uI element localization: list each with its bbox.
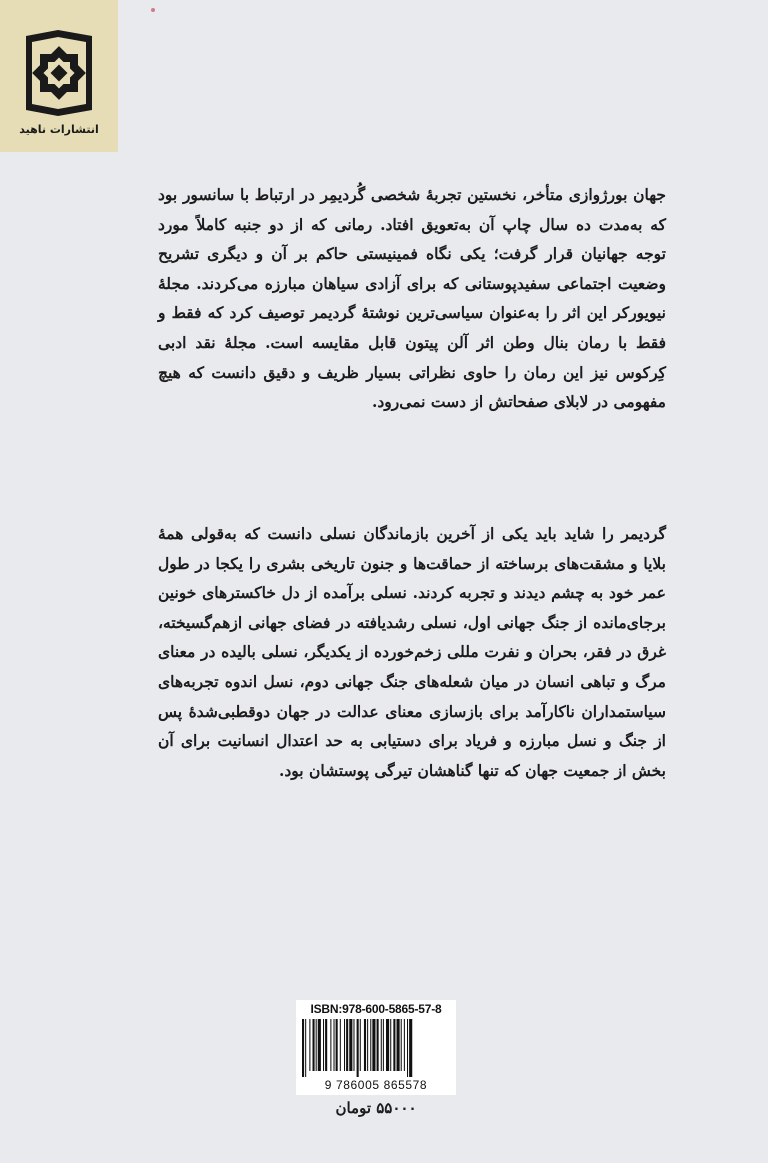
barcode-bar: [372, 1019, 375, 1071]
barcode-bar: [397, 1019, 400, 1071]
isbn-barcode-block: [296, 1000, 456, 1095]
barcode-bar: [367, 1019, 368, 1071]
price-label: ۵۵۰۰۰ تومان: [335, 1099, 417, 1117]
barcode-bar: [302, 1019, 304, 1077]
barcode-bar: [334, 1019, 335, 1071]
barcode-bar: [323, 1019, 324, 1071]
isbn-label: ISBN:978-600-5865-57-8: [310, 1002, 442, 1016]
barcode-bar: [390, 1019, 391, 1071]
nahid-star-book-icon: [18, 30, 100, 118]
barcode-bar: [316, 1019, 317, 1071]
barcode-bar: [404, 1019, 405, 1071]
barcode-bar: [336, 1019, 338, 1071]
barcode-bar: [349, 1019, 352, 1071]
barcode-bar: [383, 1019, 384, 1071]
barcode-bar: [407, 1019, 408, 1077]
publisher-name: انتشارات ناهید: [19, 123, 99, 136]
barcode-bar: [381, 1019, 382, 1071]
barcode-bar: [344, 1019, 345, 1071]
barcode-digits: 9 786005 865578: [324, 1078, 428, 1092]
pink-speck: [151, 8, 155, 12]
barcode-bar: [364, 1019, 366, 1071]
barcode-bar: [305, 1019, 306, 1077]
barcode-bar: [401, 1019, 402, 1071]
barcode-bar: [340, 1019, 341, 1071]
barcode-icon: [300, 1019, 452, 1077]
barcode-bar: [309, 1019, 310, 1071]
barcode-bar: [357, 1019, 359, 1077]
barcode-bar: [360, 1019, 361, 1071]
barcode-bar: [330, 1019, 331, 1071]
blurb-paragraph-2: گردیمر را شاید باید یکی از آخرین بازماندگان نسلی دانست که به‌قولی همهٔ بلایا و مشقت‌های برساخته از حماقت‌ها و جنون تاریخی بشری را یکجا در طول عمر خود به چشم دیدند و تجربه کردند. نسلی برآمده از دل خاکسترهای خونین برجای‌مانده از جنگ جهانی اول، نسلی رشدیافته در فضای جهانی ازهم‌گسیخته، غرق در فقر، بحران و نفرت مللی زخم‌خورده از یکدیگر، نسلی بالیده در معنای مرگ و تباهی انسان در میان شعله‌های جنگ جهانی دوم، نسل اندوه تجربه‌های سیاستمداران ناکارآمد برای بازسازی معنای عدالت در جهان دوقطبی‌شدهٔ پس از جنگ و نسل مبارزه و فریاد برای دستیابی به حد اعتدال انسانیت برای آن بخش از جمعیت جهان که تنها گناهشان تیرگی پوستشان بود.: [158, 524, 666, 780]
barcode-bar: [393, 1019, 395, 1071]
barcode-bar: [370, 1019, 371, 1071]
barcode-bar: [353, 1019, 354, 1071]
barcode-bar: [325, 1019, 327, 1071]
barcode-bar: [313, 1019, 315, 1071]
barcode-bar: [318, 1019, 321, 1071]
barcode-bar: [386, 1019, 389, 1071]
barcode-bar: [377, 1019, 379, 1071]
barcode-bar: [346, 1019, 348, 1071]
blurb-paragraph-1: جهان بورژوازی متأخر، نخستین تجربهٔ شخصی گُردیمِر در ارتباط با سانسور بود که به‌مدت ده سال چاپ آن به‌تعویق افتاد. رمانی که از دو جنبه کاملاً مورد توجه جهانیان قرار گرفت؛ یکی نگاه فمینیستی حاکم بر آن و دیگری تشریح وضعیت اجتماعی سفیدپوستانی که برای آزادی سیاهان مبارزه می‌کردند. مجلهٔ نیویورکر این اثر را به‌عنوان سیاسی‌ترین نوشتهٔ گردیمر توصیف کرد که فقط و فقط با رمان بنال وطن اثر آلن پیتون قابل مقایسه است. مجلهٔ نقد ادبی کِرکوس نیز این رمان را حاوی نظراتی بسیار ظریف و دقیق دانست که هیچ مفهومی در لابلای صفحاتش از دست نمی‌رود.: [158, 185, 666, 412]
barcode-bar: [409, 1019, 412, 1077]
publisher-logo: [0, 0, 118, 152]
